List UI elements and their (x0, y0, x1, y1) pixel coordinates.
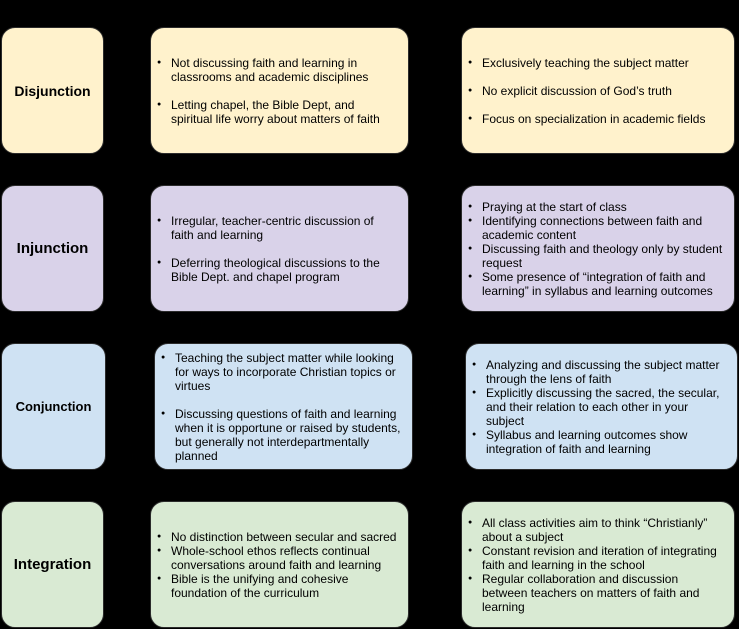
middle-list (155, 351, 402, 463)
middle-list (151, 530, 398, 600)
list-item: ● Identifying connections between faith and academic content (482, 214, 724, 242)
middle-box-injunction (150, 185, 409, 312)
right-list (466, 358, 727, 456)
list-item: ● Whole-school ethos reflects continual conversations around faith and learning (171, 544, 398, 572)
list-item: ● Constant revision and iteration of integrating faith and learning in the school (482, 544, 724, 572)
label-box-integration (1, 501, 104, 628)
list-item: ● Letting chapel, the Bible Dept, and spiritual life worry about matters of faith (171, 98, 398, 126)
middle-list (151, 214, 398, 284)
list-item: ● Teaching the subject matter while looking for ways to incorporate Christian topics or virtues (175, 351, 402, 393)
label-box-injunction (1, 185, 104, 312)
middle-box-integration (150, 501, 409, 628)
list-item: ● No distinction between secular and sacred (171, 530, 398, 544)
label-box-disjunction (1, 27, 104, 154)
row-label: Disjunction (14, 82, 91, 99)
list-item: ● Deferring theological discussions to the Bible Dept. and chapel program (171, 256, 398, 284)
row-label: Conjunction (15, 399, 92, 414)
middle-box-conjunction (154, 343, 413, 470)
right-box-injunction (461, 185, 735, 312)
list-item: ● No explicit discussion of God’s truth (482, 84, 724, 98)
row-label: Integration (13, 556, 92, 573)
list-item: ● Praying at the start of class (482, 200, 724, 214)
list-item: ● All class activities aim to think “Christianly” about a subject (482, 516, 724, 544)
row-label: Injunction (16, 240, 89, 257)
list-item: ● Syllabus and learning outcomes show integration of faith and learning (486, 428, 727, 456)
list-item: ● Not discussing faith and learning in classrooms and academic disciplines (171, 56, 398, 84)
list-item: ● Some presence of “integration of faith and learning” in syllabus and learning outcomes (482, 270, 724, 298)
list-item: ● Discussing questions of faith and learning when it is opportune or raised by students, but generally not interdepartmentally planned (175, 407, 402, 463)
list-item: ● Focus on specialization in academic fields (482, 112, 724, 126)
right-list (462, 200, 724, 298)
middle-box-disjunction (150, 27, 409, 154)
right-list (462, 56, 724, 126)
list-item: ● Discussing faith and theology only by student request (482, 242, 724, 270)
right-list (462, 516, 724, 614)
list-item: ● Analyzing and discussing the subject matter through the lens of faith (486, 358, 727, 386)
right-box-conjunction (465, 343, 738, 470)
list-item: ● Exclusively teaching the subject matter (482, 56, 724, 70)
label-box-conjunction (1, 343, 106, 470)
list-item: ● Explicitly discussing the sacred, the secular, and their relation to each other in your subject (486, 386, 727, 428)
list-item: ● Irregular, teacher-centric discussion of faith and learning (171, 214, 398, 242)
right-box-disjunction (461, 27, 735, 154)
list-item: ● Regular collaboration and discussion between teachers on matters of faith and learning (482, 572, 724, 614)
list-item: ● Bible is the unifying and cohesive foundation of the curriculum (171, 572, 398, 600)
right-box-integration (461, 501, 735, 628)
middle-list (151, 56, 398, 126)
